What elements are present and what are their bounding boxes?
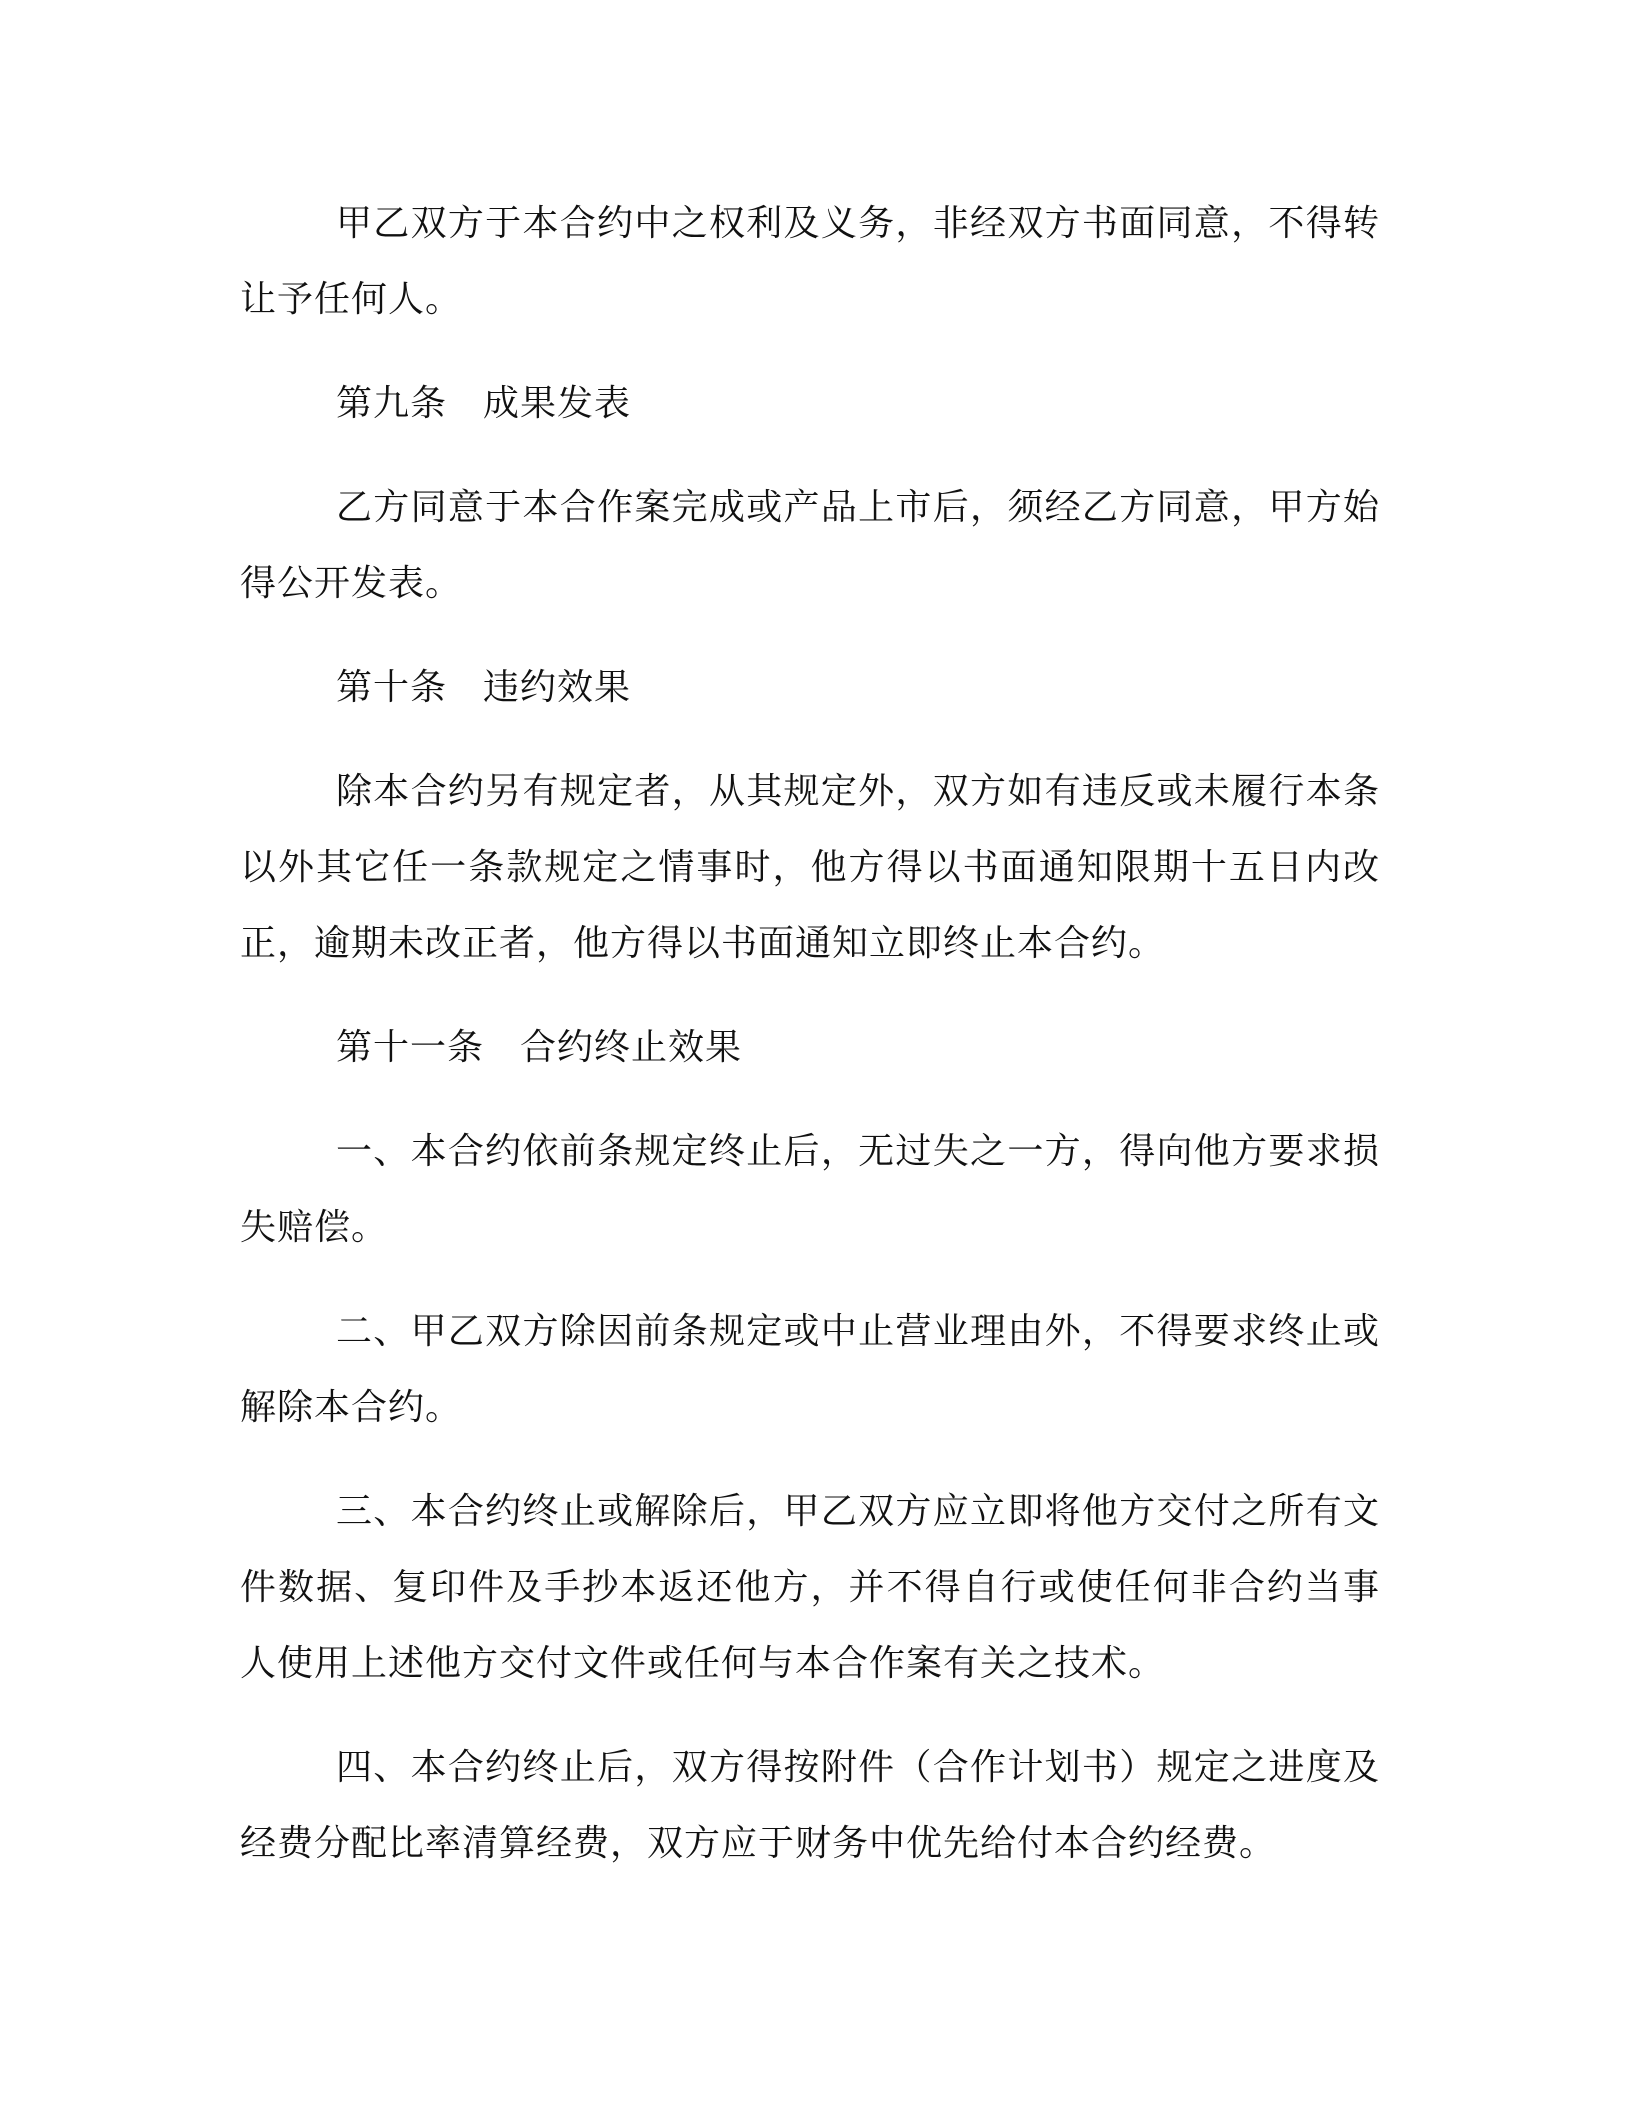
paragraph-breach: 除本合约另有规定者，从其规定外，双方如有违反或未履行本条以外其它任一条款规定之情事时，他方得以书面通知限期十五日内改正，逾期未改正者，他方得以书面通知立即终止本合约。 (240, 771, 1380, 964)
article-11-number: 第十一条 (336, 1027, 485, 1068)
paragraph-clause-2: 二、甲乙双方除因前条规定或中止营业理由外，不得要求终止或解除本合约。 (240, 1311, 1380, 1428)
article-9-title: 成果发表 (483, 383, 632, 424)
article-10-number: 第十条 (336, 667, 448, 708)
paragraph-clause-3: 三、本合约终止或解除后，甲乙双方应立即将他方交付之所有文件数据、复印件及手抄本返还他方，并不得自行或使任何非合约当事人使用上述他方交付文件或任何与本合作案有关之技术。 (240, 1491, 1380, 1684)
article-11-heading (240, 1010, 1380, 1086)
paragraph-publication: 乙方同意于本合作案完成或产品上市后，须经乙方同意，甲方始得公开发表。 (240, 487, 1380, 604)
paragraph-clause-4: 四、本合约终止后，双方得按附件（合作计划书）规定之进度及经费分配比率清算经费，双方应于财务中优先给付本合约经费。 (240, 1747, 1380, 1864)
article-9-heading (240, 366, 1380, 442)
article-11-title: 合约终止效果 (520, 1027, 743, 1068)
paragraph-clause-1: 一、本合约依前条规定终止后，无过失之一方，得向他方要求损失赔偿。 (240, 1131, 1380, 1248)
paragraph-rights-transfer: 甲乙双方于本合约中之权利及义务，非经双方书面同意，不得转让予任何人。 (240, 203, 1380, 320)
article-10-title: 违约效果 (483, 667, 632, 708)
article-9-number: 第九条 (336, 383, 448, 424)
article-10-heading (240, 650, 1380, 726)
document-body (240, 186, 1380, 1882)
